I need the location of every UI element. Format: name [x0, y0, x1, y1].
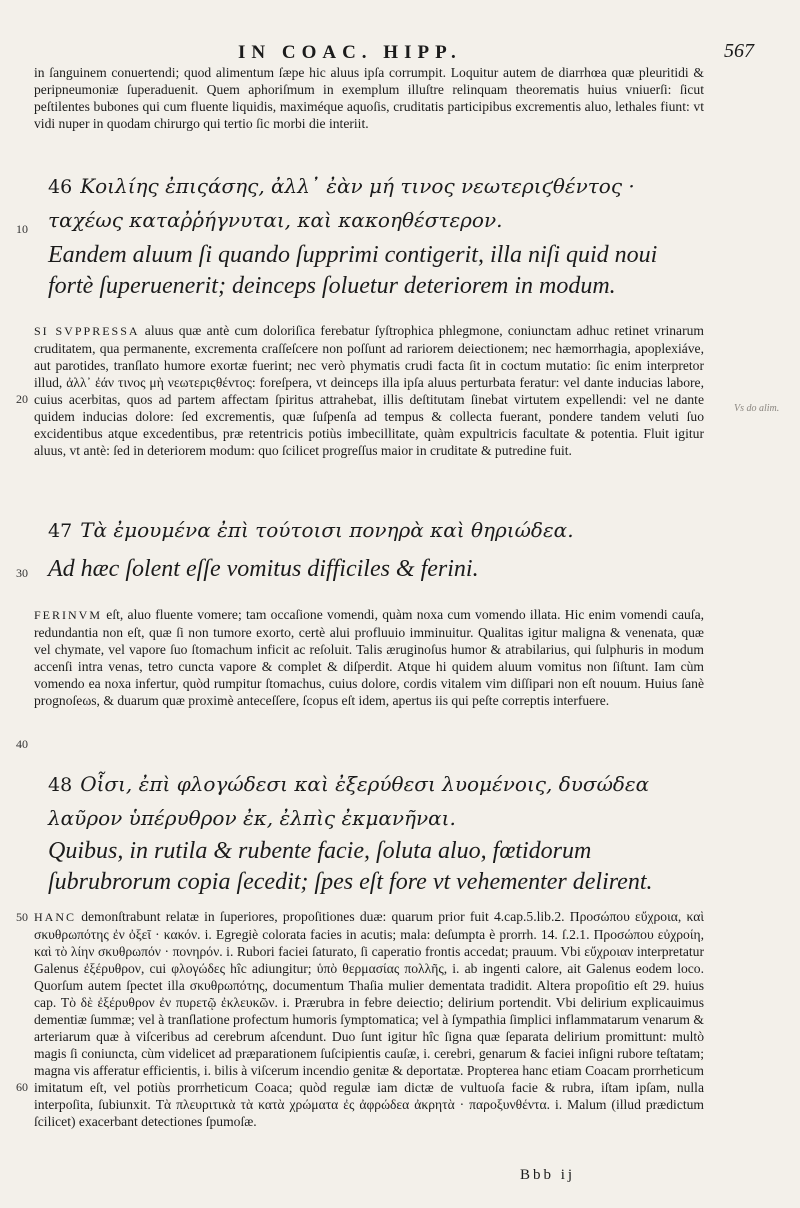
page-number: 567	[724, 40, 754, 62]
line-number-10: 10	[16, 222, 28, 236]
aphorism-48-commentary	[34, 908, 704, 1130]
intro-paragraph	[34, 64, 704, 132]
aphorism-47-commentary-text: FERINVM eſt, aluo fluente vomere; tam occaſione vomendi, quàm noxa cum vomendo illata. Hic enim vomendi cauſa, redundantia non eſt, quæ ſi non tumore exorto, certè alui profluuio imminuitur. Qualitas igitur maligna & venenata, quæ vel chymate, vel vapore ſuo ſtomachum inficit ac reſoluit. Talis æruginoſus humor & atrabilarius, qui ſulphuris in modum accenſi intra venas, tetro cuncta vapore & complet & diſperdit. Atque hi quidem aluum vomitus non ſiſtunt. Iam cùm vomendo ea noxa infertur, quòd rumpitur ſtomachus, cuius dolore, cordis vitalem vim diſſipari non eſt nouum. Huius ſanè prognoſeωs, & duarum quæ proximè anteceſſere, ſcopus eſt idem, apertus iis qui peſte correptis interfuere.	[34, 607, 704, 708]
aphorism-46-greek-text: Κοιλίης ἐπιςάσης, ἀλλ᾽ ἐὰν μή τινος νεωτεριϛθέντος · ταχέως καταῤῥήγνυται, καὶ κακοηθέστερον.	[48, 174, 635, 232]
aphorism-46-number: 46	[48, 176, 73, 198]
line-number-40: 40	[16, 737, 28, 751]
aphorism-48-commentary-text: HANC demonſtrabunt relatæ in ſuperiores, propoſitiones duæ: quarum prior fuit 4.cap.5.lib.2. Προσώπου εὔχροια, καὶ σκυθρωπότης ἐν ὀξεῖ · κακόν. i. Egregiè colorata facies in acutis; mala: deſumpta è prorrh. 14. ſ.2.1. Προσώπου εὐχροίη, καὶ τὸ λίην σκυθρωπόν · πονηρόν. i. Rubori faciei ſaturato, ſi caperatio frontis accedat; prauum. Vbi εὔχροιαν interpretatur Galenus ἐξέρυθρον, cui φλογώδες hîc adiungitur; ὑπὸ θερμασίας πολλῆς, i. ab ingenti calore, ait Galenus eodem loco. Quorſum autem ſpectet illa σκυθρωπότης, documentum Thaſia mulier dementata tradidit. Altera propoſitio eſt 29. huius cap. Τὸ δὲ ἐξέρυθρον ἐν πυρετῷ ἐκλευκῶν. i. Prærubra in febre deiectio; delirium portendit. Vbi delirium explicauimus dementiæ ſummæ; vel à tranſlatione profectum humoris ſymptomatica; vel à ſympathia ſimplici inflammatarum venarum & arteriarum quæ à viſceribus ad cerebrum aſcendunt. Duo ſunt igitur hîc ſigna quæ ſeparata delirium promittunt: multò magis ſi coniuncta, cùm videlicet ad præparationem ſuſcipientis cauſæ, i. cerebri, genarum & faciei inſigni rubore teſtatam; magna vis afferatur efficientis, i. bilis à viſcerum incendio genitæ & deportatæ. Propterea hanc etiam Coacam prorrheticum imitatum eſt, vel potiùs prorrheticum Coaca; quòd regulæ iam dictæ de vultuoſa facie & rubra, iſtam ipſam, nulla interpoſita, ſubiunxit. Τὰ πλευριτικὰ τὰ κατὰ χρώματα ἐς ἀφρώδεα ἀκρητὰ · παροξυνθέντα. i. Malum (illud prædictum ſcilicet) exacerbant detectiones ſpumoſæ.	[34, 909, 704, 1129]
aphorism-47-greek	[48, 514, 688, 548]
aphorism-48-greek	[48, 768, 688, 835]
aphorism-46-greek	[48, 170, 688, 237]
signature-mark: Bbb ij	[520, 1167, 576, 1183]
aphorism-48-latin: Quibus, in rutila & rubente facie, ſoluta aluo, fœtidorum ſubrubrorum copia ſecedit; ſpes eſt fore vt vehementer delirent.	[48, 838, 653, 895]
line-number-60: 60	[16, 1080, 28, 1094]
aphorism-46-commentary	[34, 322, 704, 459]
aphorism-47-number: 47	[48, 520, 73, 542]
margin-note: Vs do alim.	[734, 403, 780, 414]
line-number-50: 50	[16, 910, 28, 924]
lead-word: HANC	[34, 910, 77, 924]
intro-text: in ſanguinem conuertendi; quod alimentum ſæpe hic aluus ipſa corrumpit. Loquitur autem de diarrhœa quæ pleuritidi & peripneumoniæ ſuperaduenit. Quem aphoriſmum in exemplum illuſtre relinquam theorematis huius vniuerſi: ſicut peſtilentes bubones qui cum fluente liquidis, maximéque aquoſis, cruditatis participibus excrementis aluo, lethales fiunt: vt vidi nuper in quodam chirurgo qui tertio ſic morbi die interiit.	[34, 65, 704, 131]
running-title: IN COAC. HIPP.	[238, 42, 462, 63]
aphorism-46-latin: Eandem aluum ſi quando ſupprimi contigerit, illa niſi quid noui fortè ſuperuenerit; deinceps ſoluetur deteriorem in modum.	[48, 242, 658, 299]
aphorism-48-number: 48	[48, 774, 73, 796]
aphorism-48-greek-text: Οἷσι, ἐπὶ φλογώδεσι καὶ ἐξερύθεσι λυομένοις, δυσώδεα λαῦρον ὑπέρυθρον ἐκ, ἐλπὶς ἐκμανῆναι.	[48, 772, 650, 830]
line-number-20: 20	[16, 392, 28, 406]
aphorism-46-commentary-text: SI SVPPRESSA aluus quæ antè cum doloriſica ferebatur ſyſtrophica phlegmone, coniunctam adhuc retinet vrinarum cruditatem, qua permanente, excrementa craſſeſcere non poſſunt ad rariorem deiectionem; nec hæmorrhagia, apoplexiáve, aut parotides, tranſlato humore exortæ fuerint; nec verò phymatis crudi facta ſit in coctum mutatio: ſic enim interpretor illud, ἀλλ᾽ ἐάν τινος μὴ νεωτεριϛθέντος: foreſpera, vt deinceps illa ipſa aluus perturbata feratur: vel dante inducias labore, cuius acerbitas, quos ad partem affectam ſpiritus attrahebat, illis deſtitutam ſinebat virtutem expellendi: vel ne dante quidem inducias dolore: ſed excrementis, quæ ſuſpenſa ad tempus & collecta fuerant, pondere tandem veluti ſuo excidentibus atque excedentibus, præ retentricis potiùs imbecillitate, quàm expultricis facultate & potentia. Fluit igitur aluus, vt antè: ſed in deteriorem modum: quo ſcilicet progreſſus maior in cruditate & putredine fuit.	[34, 323, 704, 458]
lead-word: FERINVM	[34, 608, 103, 622]
aphorism-47-latin: Ad hæc ſolent eſſe vomitus difficiles & ferini.	[48, 556, 479, 582]
aphorism-47-greek-text: Τὰ ἐμουμένα ἐπὶ τούτοισι πονηρὰ καὶ θηριώδεα.	[80, 518, 574, 542]
line-number-30: 30	[16, 566, 28, 580]
lead-word: SI SVPPRESSA	[34, 324, 140, 338]
aphorism-47-commentary	[34, 606, 704, 709]
